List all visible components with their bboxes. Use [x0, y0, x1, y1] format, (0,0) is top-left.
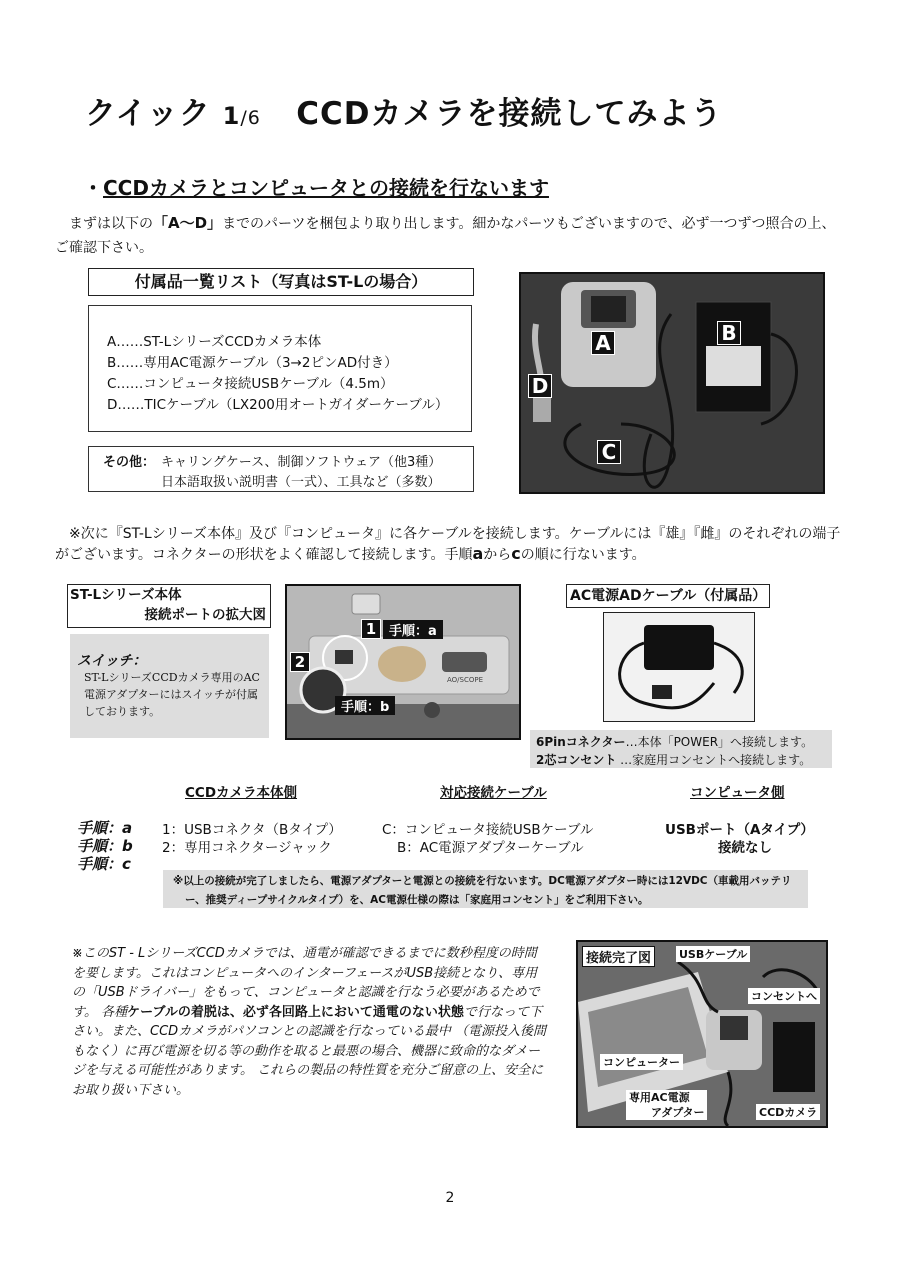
port-photo — [285, 584, 521, 740]
ac-caption-line-1 — [536, 733, 826, 751]
ac-photo-drawing — [604, 613, 754, 721]
title-fraction: /6 — [240, 107, 261, 129]
intro-paragraph — [55, 211, 845, 260]
final-note — [72, 944, 547, 1100]
switch-text: ST-LシリーズCCDカメラ専用のAC電源アダプターにはスイッチが付属しております。 — [84, 671, 260, 718]
step-a-label: 手順：a — [77, 819, 133, 837]
switch-title: スイッチ： — [77, 653, 147, 669]
intro-pre: まずは以下の — [69, 216, 153, 232]
final-note-text-2: で行なって下さい。また、CCDカメラがパソコンとの認識を行なっている最中 （電源投入後間もなく）に再び電源を切る等の動作を取ると最悪の場合、機器に致命的なダメージを与える可能性があります。 これらの製品の特性質を充分ご留意の上、安全にお取り扱い下さい。 — [72, 1004, 547, 1098]
label-adapter — [626, 1090, 707, 1120]
ac-caption-1-bold: 6Pinコネクター — [536, 735, 626, 749]
note-step-a: a — [472, 544, 484, 563]
row-b-camera: 2：専用コネクタージャック — [162, 840, 332, 856]
note-step-c: c — [511, 544, 521, 563]
section-heading — [83, 172, 549, 201]
ac-photo — [603, 612, 755, 722]
port-step-b: 手順：b — [335, 696, 395, 715]
row-a-camera: 1：USBコネクタ（Bタイプ） — [162, 822, 342, 838]
title-number: 1 — [222, 102, 241, 130]
port-heading-line-2: 接続ポートの拡大図 — [144, 607, 266, 623]
complete-photo — [576, 940, 828, 1128]
photo-label-a: A — [591, 331, 615, 355]
ac-caption-2-bold: 2芯コンセント — [536, 753, 617, 767]
other-items-box — [88, 446, 474, 492]
parts-list-heading: 付属品一覧リスト（写真はST-Lの場合） — [88, 268, 474, 296]
row-a-cable: C：コンピュータ接続USBケーブル — [382, 822, 594, 838]
port-photo-drawing — [287, 586, 519, 738]
other-line-1: キャリングケース、制御ソフトウェア（他3種） — [161, 455, 442, 470]
parts-photo — [519, 272, 825, 494]
other-line-2: 日本語取扱い説明書（一式）、工具など（多数） — [161, 475, 441, 490]
ac-caption — [530, 730, 832, 768]
parts-item-a: A……ST-LシリーズCCDカメラ本体 — [107, 334, 322, 350]
table-header-computer: コンピュータ側 — [690, 785, 785, 801]
row-b-cable: B：AC電源アダプターケーブル — [397, 840, 584, 856]
connection-note — [55, 524, 845, 565]
table-header-cable: 対応接続ケーブル — [440, 785, 547, 801]
table-header-camera: CCDカメラ本体側 — [185, 785, 298, 801]
intro-post: までのパーツを梱包より取り出します。細かなパーツもございますので、必ず一つずつ照合の上、ご確認下さい。 — [55, 216, 836, 256]
note-text-3: の順に行ないます。 — [520, 547, 646, 563]
label-outlet: コンセントへ — [748, 988, 820, 1004]
row-b-computer: 接続なし — [718, 840, 772, 856]
label-adapter-line-1: 専用AC電源 — [629, 1091, 690, 1104]
label-computer: コンピューター — [600, 1054, 683, 1070]
parts-item-b: B……専用AC電源ケーブル（3→2ピンAD付き） — [107, 355, 398, 371]
ac-caption-line-2 — [536, 751, 826, 769]
note-text-1: ※次に『ST-Lシリーズ本体』及び『コンピュータ』に各ケーブルを接続します。ケーブルには『雄』『雌』のそれぞれの端子がございます。コネクターの形状をよく確認して接続します。手順 — [55, 526, 841, 563]
photo-label-d: D — [528, 374, 552, 398]
title-main: CCDカメラを接続してみよう — [296, 96, 723, 132]
parts-list-box — [88, 305, 472, 432]
photo-label-b: B — [717, 321, 741, 345]
step-c-label: 手順：c — [77, 855, 131, 873]
port-heading-line-1: ST-Lシリーズ本体 — [70, 587, 182, 603]
page-number: 2 — [445, 1190, 455, 1206]
label-adapter-line-2: アダプター — [651, 1106, 705, 1119]
port-label: AO/SCOPE — [447, 676, 484, 684]
step-b-label: 手順：b — [77, 837, 133, 855]
label-usb-cable: USBケーブル — [676, 946, 750, 962]
warning-line-2: ー、推奨ディープサイクルタイプ）を、AC電源仕様の際は「家庭用コンセント」をご利用下さい。 — [185, 894, 649, 906]
ac-caption-2-rest: …家庭用コンセントへ接続します。 — [616, 753, 812, 767]
port-heading-box — [67, 584, 271, 628]
note-text-2: から — [483, 547, 512, 563]
ac-heading-box: AC電源ADケーブル（付属品） — [566, 584, 770, 608]
complete-title: 接続完了図 — [582, 946, 655, 967]
port-num-1: 1 — [361, 619, 381, 639]
parts-item-c: C……コンピュータ接続USBケーブル（4.5m） — [107, 376, 394, 392]
bullet: ・ — [83, 176, 103, 200]
row-a-computer: USBポート（Aタイプ） — [665, 822, 814, 838]
final-note-bold: ケーブルの着脱は、必ず各回路上において通電のない状態 — [127, 1004, 464, 1020]
final-note-text-1: ※このST - LシリーズCCDカメラでは、通電が確認できるまでに数秒程度の時間を要します。これはコンピュータへのインターフェースがUSB接続となり、専用の「USBドライバー」をもって、コンピュータと認識を行なう必要があるためです。 各種 — [72, 946, 540, 1020]
switch-note-box — [70, 634, 269, 738]
page-title — [85, 88, 722, 133]
parts-photo-drawing — [521, 274, 823, 492]
title-prefix: クイック — [85, 96, 211, 132]
warning-box — [163, 870, 808, 908]
port-step-a: 手順：a — [383, 620, 443, 639]
photo-label-c: C — [597, 440, 621, 464]
ac-caption-1-rest: …本体「POWER」へ接続します。 — [625, 735, 814, 749]
port-num-2: 2 — [290, 652, 310, 672]
parts-item-d: D……TICケーブル（LX200用オートガイダーケーブル） — [107, 397, 449, 413]
warning-line-1: ※以上の接続が完了しましたら、電源アダプターと電源との接続を行ないます。DC電源アダプター時には12VDC（車載用バッテリ — [173, 875, 792, 887]
other-label: その他： — [103, 455, 156, 470]
label-ccd-camera: CCDカメラ — [756, 1104, 820, 1120]
section-heading-text: CCDカメラとコンピュータとの接続を行ないます — [103, 176, 549, 200]
intro-bold: 「A〜D」 — [153, 214, 223, 232]
